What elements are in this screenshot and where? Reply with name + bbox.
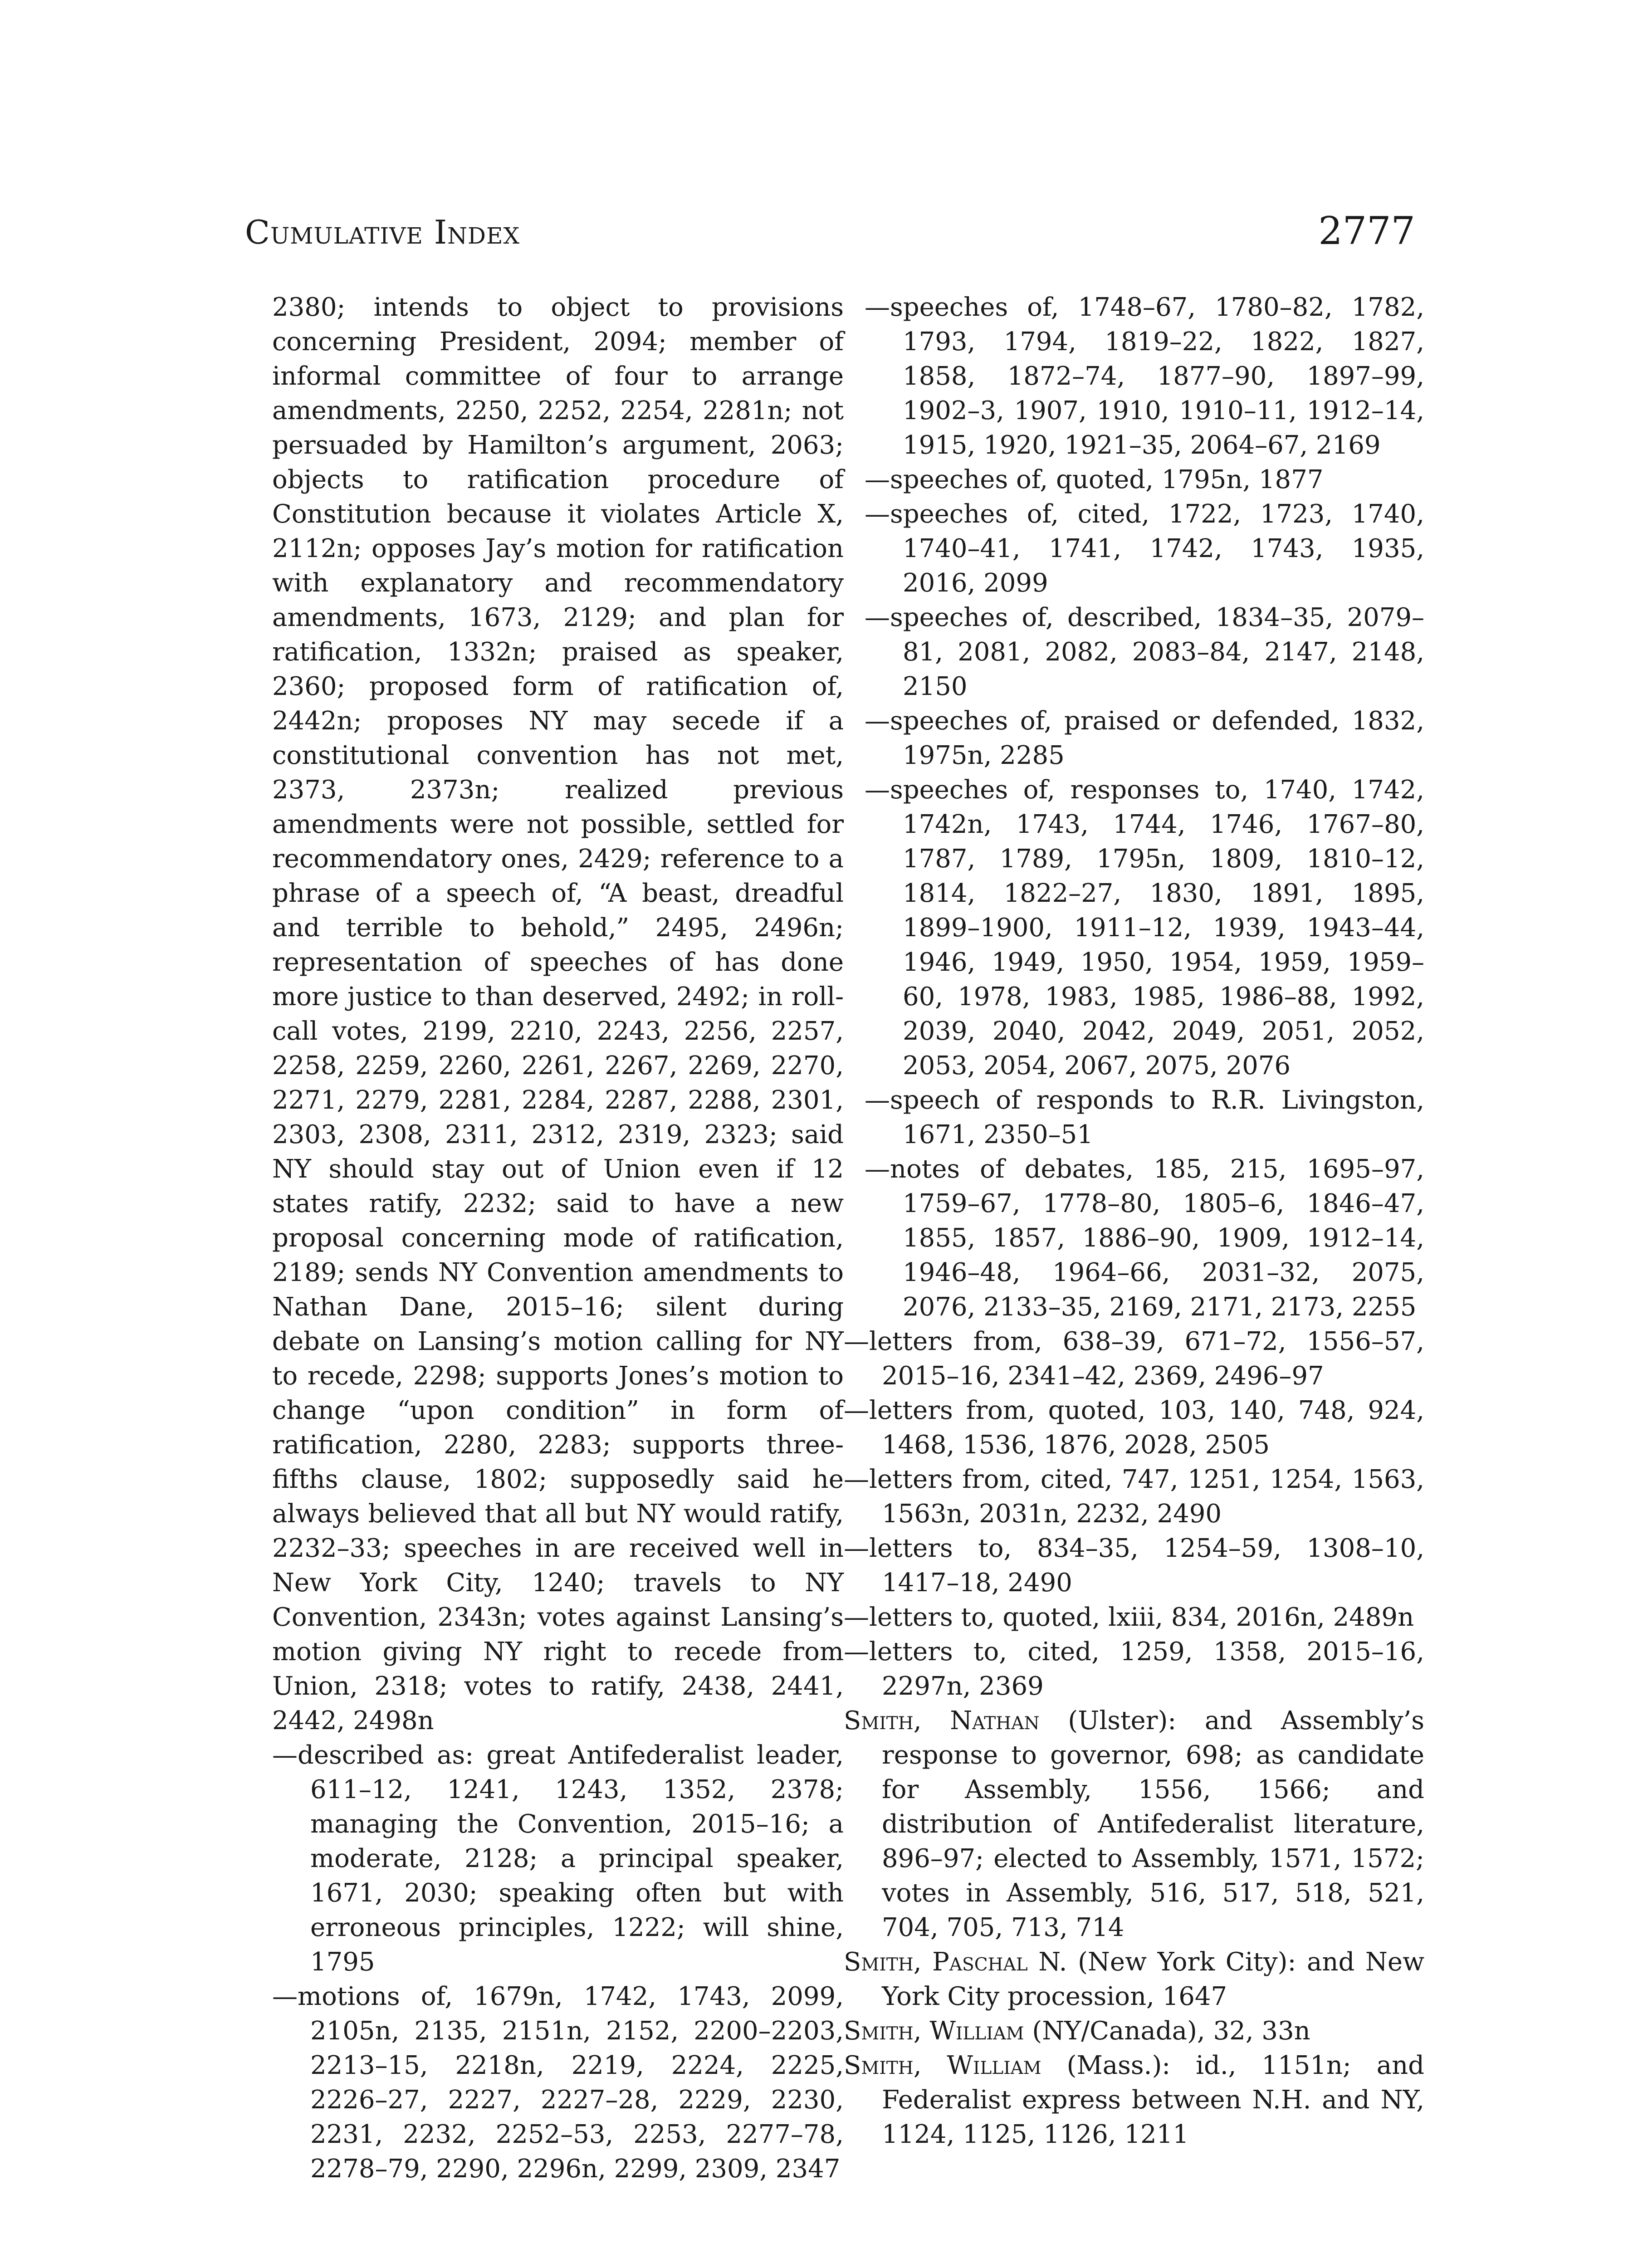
index-sub-subentry: —speeches of, quoted, 1795n, 1877 (865, 465, 1324, 494)
index-sub-subentry: —speech of responds to R.R. Livingston, 1671, 2350–51 (865, 1085, 1424, 1149)
index-main-entry (844, 1704, 1424, 1945)
index-sub-subentry: —notes of debates, 185, 215, 1695–97, 1759–67, 1778–80, 1805–6, 1846–47, 1855, 1857, 1886–90, 1909, 1912–14, 1946–48, 1964–66, 2031–32, 2075, 2076, 2133–35, 2169, 2171, 2173, 2255 (865, 1154, 1424, 1322)
index-subentry: —described as: great Antifederalist leader, 611–12, 1241, 1243, 1352, 2378; managing the Convention, 2015–16; a moderate, 2128; a principal speaker, 1671, 2030; speaking often but with erroneous principles, 1222; will shine, 1795 (272, 1740, 844, 1977)
index-sub-subentry: —speeches of, described, 1834–35, 2079–81, 2081, 2082, 2083–84, 2147, 2148, 2150 (865, 603, 1424, 701)
index-subentry: —letters from, quoted, 103, 140, 748, 924, 1468, 1536, 1876, 2028, 2505 (844, 1396, 1424, 1460)
index-subentry: —letters to, cited, 1259, 1358, 2015–16, 2297n, 2369 (844, 1637, 1424, 1701)
index-main-entry (844, 2048, 1424, 2152)
entry-name: Smith, William (844, 2051, 1041, 2080)
index-sub-subentry: —speeches of, responses to, 1740, 1742, 1742n, 1743, 1744, 1746, 1767–80, 1787, 1789, 1795n, 1809, 1810–12, 1814, 1822–27, 1830, 1891, 1895, 1899–1900, 1911–12, 1939, 1943–44, 1946, 1949, 1950, 1954, 1959, 1959–60, 1978, 1983, 1985, 1986–88, 1992, 2039, 2040, 2042, 2049, 2051, 2052, 2053, 2054, 2067, 2075, 2076 (865, 775, 1424, 1080)
entry-text: (New York City): and New York City procession, 1647 (882, 1947, 1424, 2011)
index-sub-subentry: —speeches of, cited, 1722, 1723, 1740, 1740–41, 1741, 1742, 1743, 1935, 2016, 2099 (865, 499, 1424, 598)
index-main-entry (844, 2014, 1424, 2048)
index-sub-subentry: —speeches of, praised or defended, 1832, 1975n, 2285 (865, 706, 1424, 770)
continued-entry-text: 2380; intends to object to provisions concerning President, 2094; member of informal committee of four to arrange amendments, 2250, 2252, 2254, 2281n; not persuaded by Hamilton’s argument, 2063; objects to ratification procedure of Constitution because it violates Article X, 2112n; opposes Jay’s motion for ratification with explanatory and recommendatory amendments, 1673, 2129; and plan for ratification, 1332n; praised as speaker, 2360; proposed form of ratification of, 2442n; proposes NY may secede if a constitutional convention has not met, 2373, 2373n; realized previous amendments were not possible, settled for recommendatory ones, 2429; reference to a phrase of a speech of, “A beast, dreadful and terrible to behold,” 2495, 2496n; representation of speeches of has done more justice to than deserved, 2492; in roll-call votes, 2199, 2210, 2243, 2256, 2257, 2258, 2259, 2260, 2261, 2267, 2269, 2270, 2271, 2279, 2281, 2284, 2287, 2288, 2301, 2303, 2308, 2311, 2312, 2319, 2323; said NY should stay out of Union even if 12 states ratify, 2232; said to have a new proposal concerning mode of ratification, 2189; sends NY Convention amendments to Nathan Dane, 2015–16; silent during debate on Lansing’s motion calling for NY to recede, 2298; supports Jones’s motion to change “upon condition” in form of ratification, 2280, 2283; supports three-fifths clause, 1802; supposedly said he always believed that all but NY would ratify, 2232–33; speeches in are received well in New York City, 1240; travels to NY Convention, 2343n; votes against Lansing’s motion giving NY right to recede from Union, 2318; votes to ratify, 2438, 2441, 2442, 2498n (272, 293, 844, 1735)
entry-text: (Mass.): id., 1151n; and Federalist express between N.H. and NY, 1124, 1125, 1126, 1211 (882, 2051, 1424, 2149)
entry-name: Smith, Nathan (844, 1706, 1040, 1735)
index-subentry: —letters to, quoted, lxiii, 834, 2016n, 2489n (844, 1603, 1414, 1632)
index-main-entry (844, 1945, 1424, 2014)
entry-name: Smith, William (844, 2016, 1024, 2046)
entry-text: (NY/Canada), 32, 33n (1024, 2016, 1310, 2046)
index-subentry: —motions of, 1679n, 1742, 1743, 2099, 2105n, 2135, 2151n, 2152, 2200–2203, 2213–15, 2218n, 2219, 2224, 2225, 2226–27, 2227, 2227–28, 2229, 2230, 2231, 2232, 2252–53, 2253, 2277–78, 2278–79, 2290, 2296n, 2299, 2309, 2347 (272, 1982, 844, 2184)
entry-name: Smith, Paschal N. (844, 1947, 1067, 1977)
page-number: 2777 (1318, 209, 1415, 253)
index-sub-subentry: —speeches of, 1748–67, 1780–82, 1782, 1793, 1794, 1819–22, 1822, 1827, 1858, 1872–74, 1877–90, 1897–99, 1902–3, 1907, 1910, 1910–11, 1912–14, 1915, 1920, 1921–35, 2064–67, 2169 (865, 293, 1424, 460)
left-column (272, 290, 844, 2186)
running-head: Cumulative Index (245, 213, 520, 251)
page-header (245, 209, 1415, 263)
index-subentry: —letters from, cited, 747, 1251, 1254, 1563, 1563n, 2031n, 2232, 2490 (844, 1465, 1424, 1529)
right-column (844, 290, 1424, 2152)
index-subentry: —letters to, 834–35, 1254–59, 1308–10, 1417–18, 2490 (844, 1534, 1424, 1598)
entry-text: (Ulster): and Assembly’s response to governor, 698; as candidate for Assembly, 1556, 1566; and distribution of Antifederalist literature, 896–97; elected to Assembly, 1571, 1572; votes in Assembly, 516, 517, 518, 521, 704, 705, 713, 714 (882, 1706, 1425, 1942)
index-subentry: —letters from, 638–39, 671–72, 1556–57, 2015–16, 2341–42, 2369, 2496–97 (844, 1327, 1424, 1391)
